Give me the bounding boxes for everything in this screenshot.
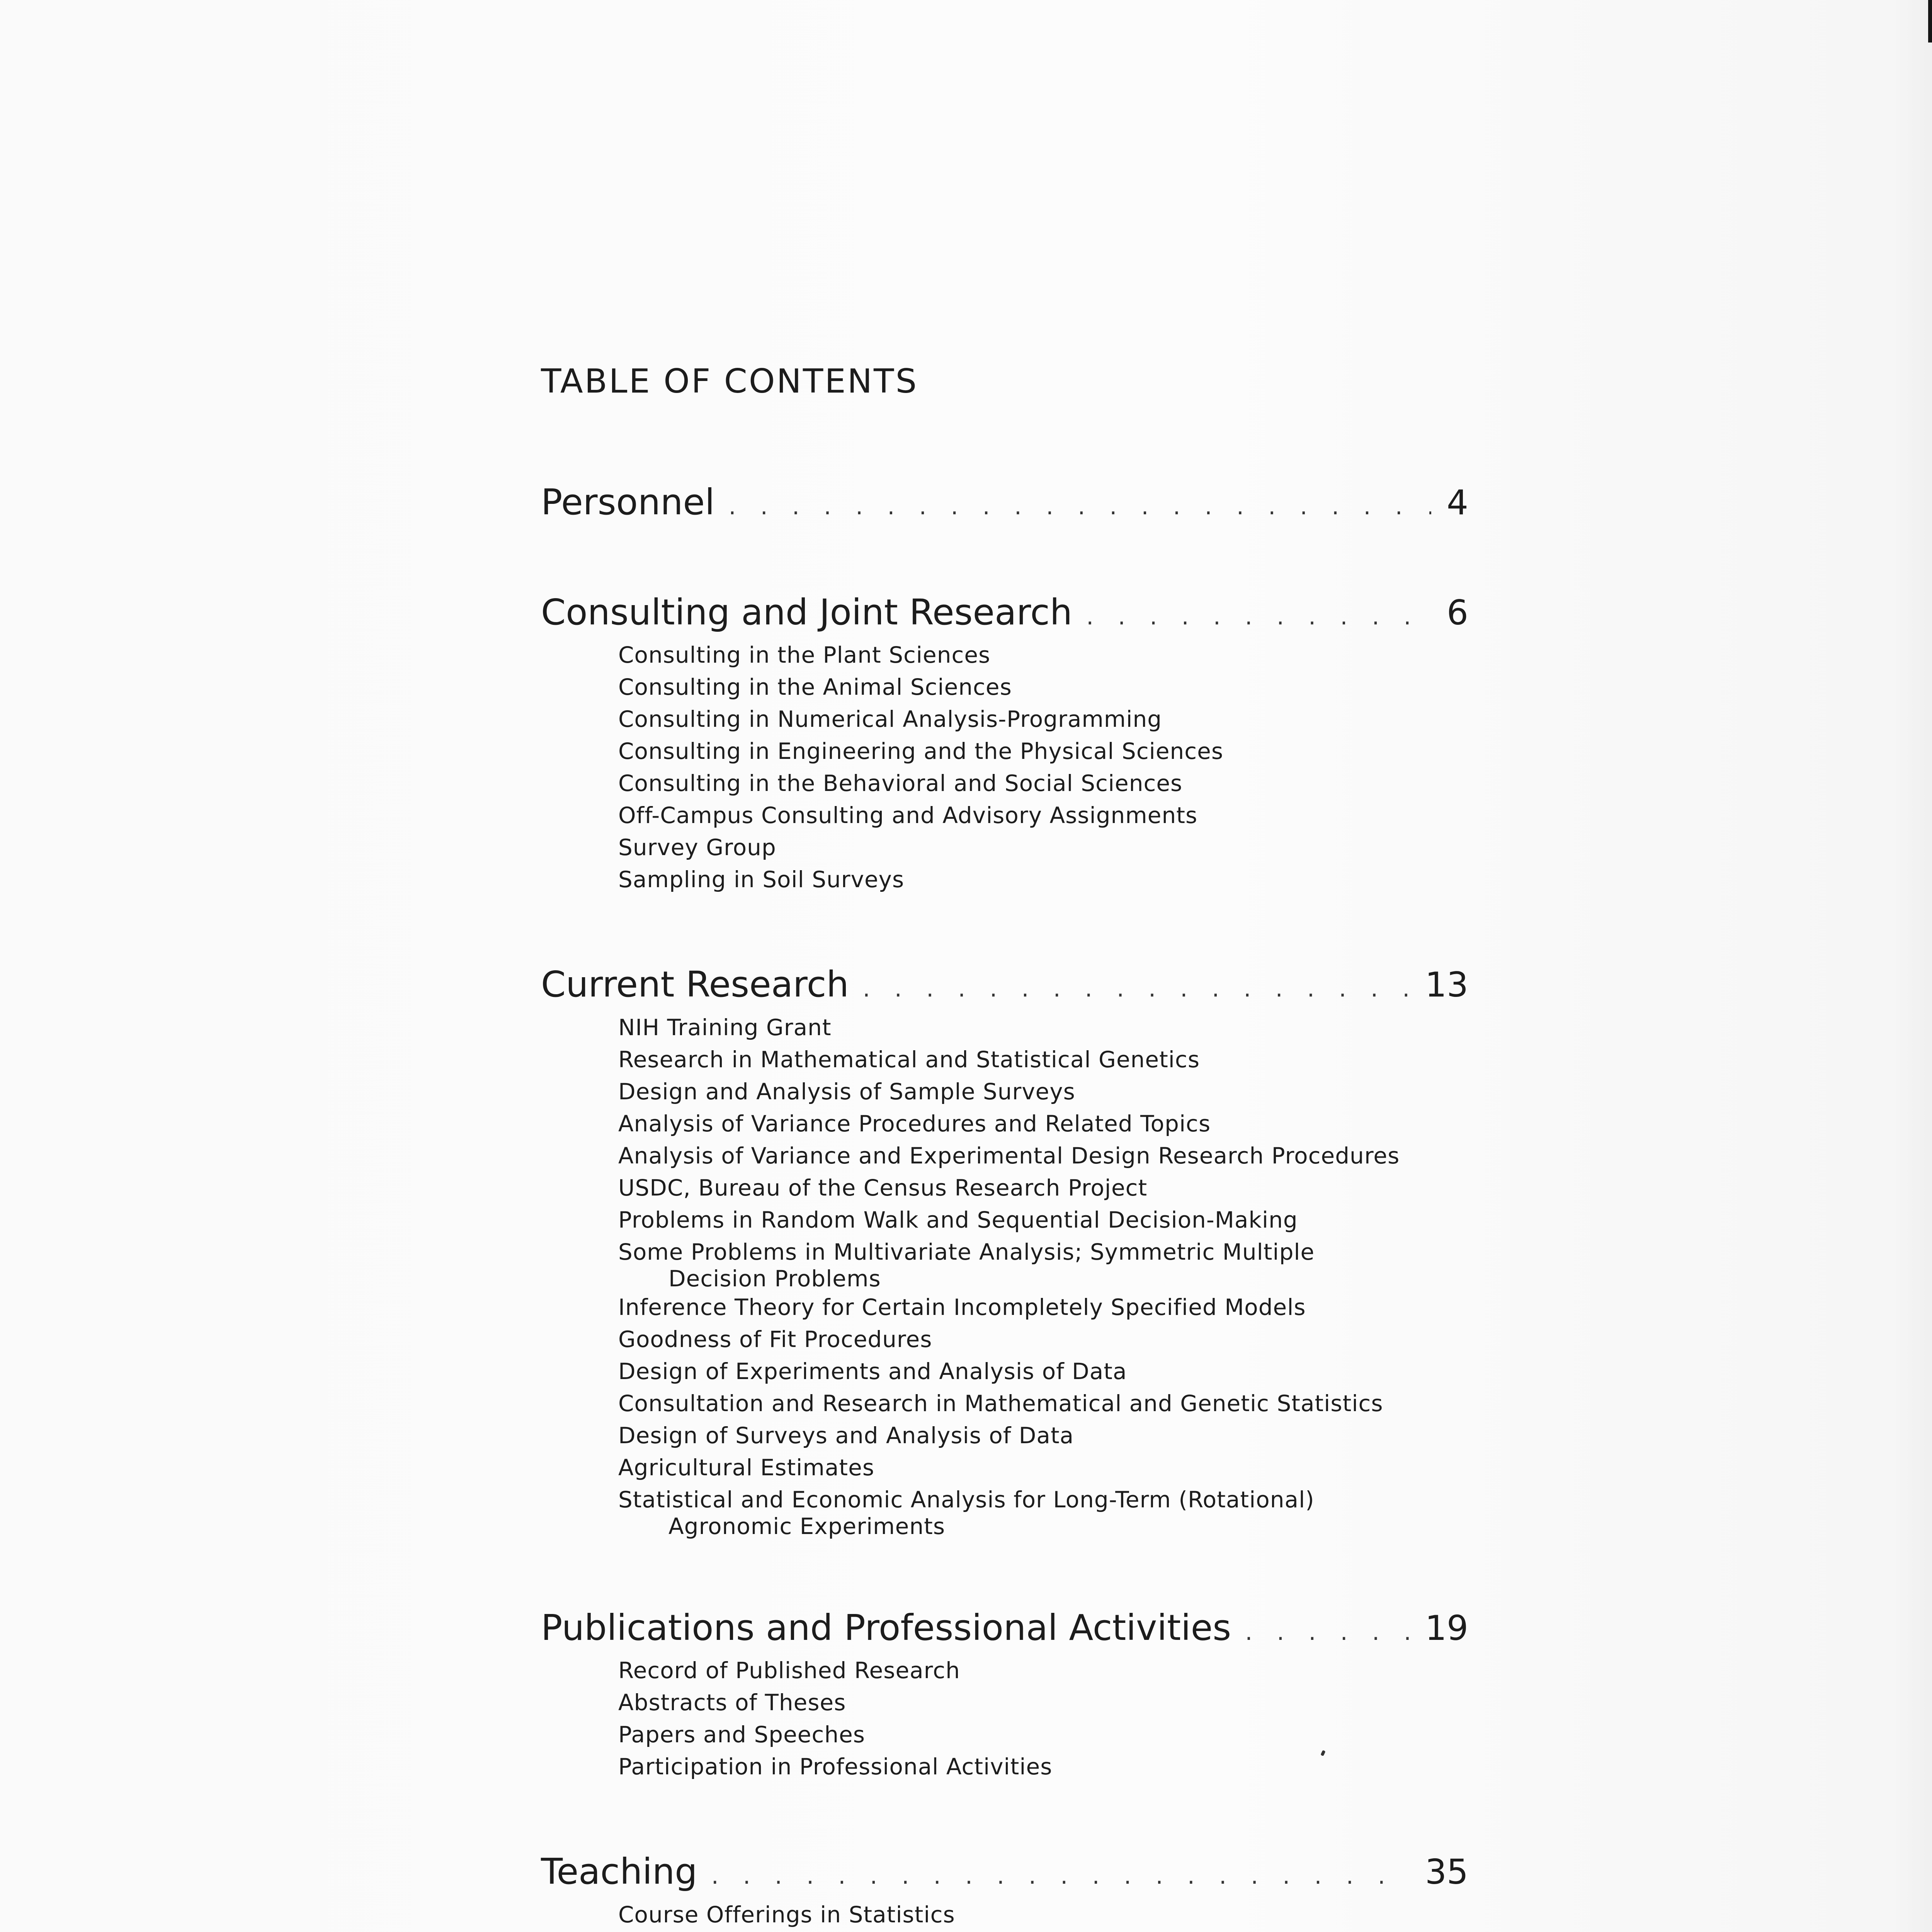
toc-entry [541, 1850, 1468, 1893]
subsection-list [618, 1655, 1468, 1783]
subsection-item: Survey Group [618, 834, 776, 861]
subsection-item: Consultation and Research in Mathematical and Genetic Statistics [618, 1390, 1383, 1417]
subsection-item: Consulting in Engineering and the Physical Sciences [618, 738, 1224, 765]
section-name: Consulting and Joint Research [541, 591, 1073, 633]
toc-section-consulting [541, 591, 1468, 896]
subsection-item: Design and Analysis of Sample Surveys [618, 1078, 1075, 1105]
section-page-number: 4 [1447, 482, 1468, 522]
dot-leader [711, 1862, 1410, 1890]
subsection-item: Consulting in the Behavioral and Social Sciences [618, 770, 1183, 797]
subsection-item: NIH Training Grant [618, 1014, 832, 1041]
toc-entry [541, 481, 1468, 524]
subsection-item: Design of Surveys and Analysis of Data [618, 1422, 1074, 1449]
subsection-item: Consulting in the Animal Sciences [618, 674, 1012, 701]
subsection-item: Agricultural Estimates [618, 1454, 875, 1481]
subsection-item: Participation in Professional Activities [618, 1753, 1053, 1780]
subsection-text: Some Problems in Multivariate Analysis; Symmetric Multiple [618, 1238, 1315, 1265]
subsection-item [618, 1236, 1468, 1291]
section-name: Personnel [541, 481, 715, 523]
toc-section-personnel [541, 481, 1468, 524]
subsection-list [618, 1899, 1468, 1932]
table-of-contents [541, 363, 1468, 1932]
subsection-item [618, 1931, 1468, 1932]
toc-entry [541, 963, 1468, 1006]
subsection-continuation: Agronomic Experiments [668, 1513, 946, 1539]
subsection-continuation: Decision Problems [668, 1265, 881, 1292]
subsection-item: Analysis of Variance and Experimental Design Research Procedures [618, 1142, 1400, 1169]
subsection-item: Analysis of Variance Procedures and Related Topics [618, 1110, 1211, 1137]
subsection-list [618, 639, 1468, 896]
subsection-item: Research in Mathematical and Statistical Genetics [618, 1046, 1200, 1073]
subsection-item: Papers and Speeches [618, 1721, 866, 1748]
toc-section-publications [541, 1607, 1468, 1783]
subsection-item: Design of Experiments and Analysis of Data [618, 1358, 1127, 1384]
subsection-item: Goodness of Fit Procedures [618, 1326, 932, 1352]
subsection-text: Statistical and Economic Analysis for Long-Term (Rotational) [618, 1486, 1315, 1513]
toc-section-teaching [541, 1850, 1468, 1932]
subsection-item: USDC, Bureau of the Census Research Project [618, 1174, 1148, 1201]
subsection-list [618, 1012, 1468, 1539]
toc-title: TABLE OF CONTENTS [541, 362, 918, 401]
section-page-number: 19 [1425, 1608, 1468, 1648]
toc-section-current-research [541, 963, 1468, 1539]
subsection-item: Sampling in Soil Surveys [618, 866, 905, 893]
subsection-item: Inference Theory for Certain Incompletely Specified Models [618, 1294, 1306, 1320]
toc-entry [541, 591, 1468, 634]
section-name: Current Research [541, 964, 849, 1005]
section-name: Publications and Professional Activities [541, 1607, 1231, 1648]
subsection-item: Abstracts of Theses [618, 1689, 846, 1716]
section-name: Teaching [541, 1851, 697, 1893]
dot-leader [1245, 1618, 1410, 1646]
subsection-item: Problems in Random Walk and Sequential Decision-Making [618, 1206, 1298, 1233]
dot-leader [863, 975, 1410, 1003]
subsection-item: Course Offerings in Statistics [618, 1901, 955, 1928]
toc-entry [541, 1607, 1468, 1649]
subsection-item: Consulting in the Plant Sciences [618, 642, 991, 668]
section-page-number: 6 [1447, 592, 1468, 633]
subsection-item: Record of Published Research [618, 1657, 960, 1684]
page-corner-shadow [1928, 0, 1932, 43]
subsection-item: Off-Campus Consulting and Advisory Assignments [618, 802, 1198, 829]
subsection-item [618, 1484, 1468, 1539]
section-page-number: 35 [1425, 1852, 1468, 1892]
subsection-item: Consulting in Numerical Analysis-Programming [618, 706, 1162, 733]
dot-leader [729, 493, 1431, 520]
dot-leader [1086, 603, 1431, 631]
section-page-number: 13 [1425, 965, 1468, 1005]
